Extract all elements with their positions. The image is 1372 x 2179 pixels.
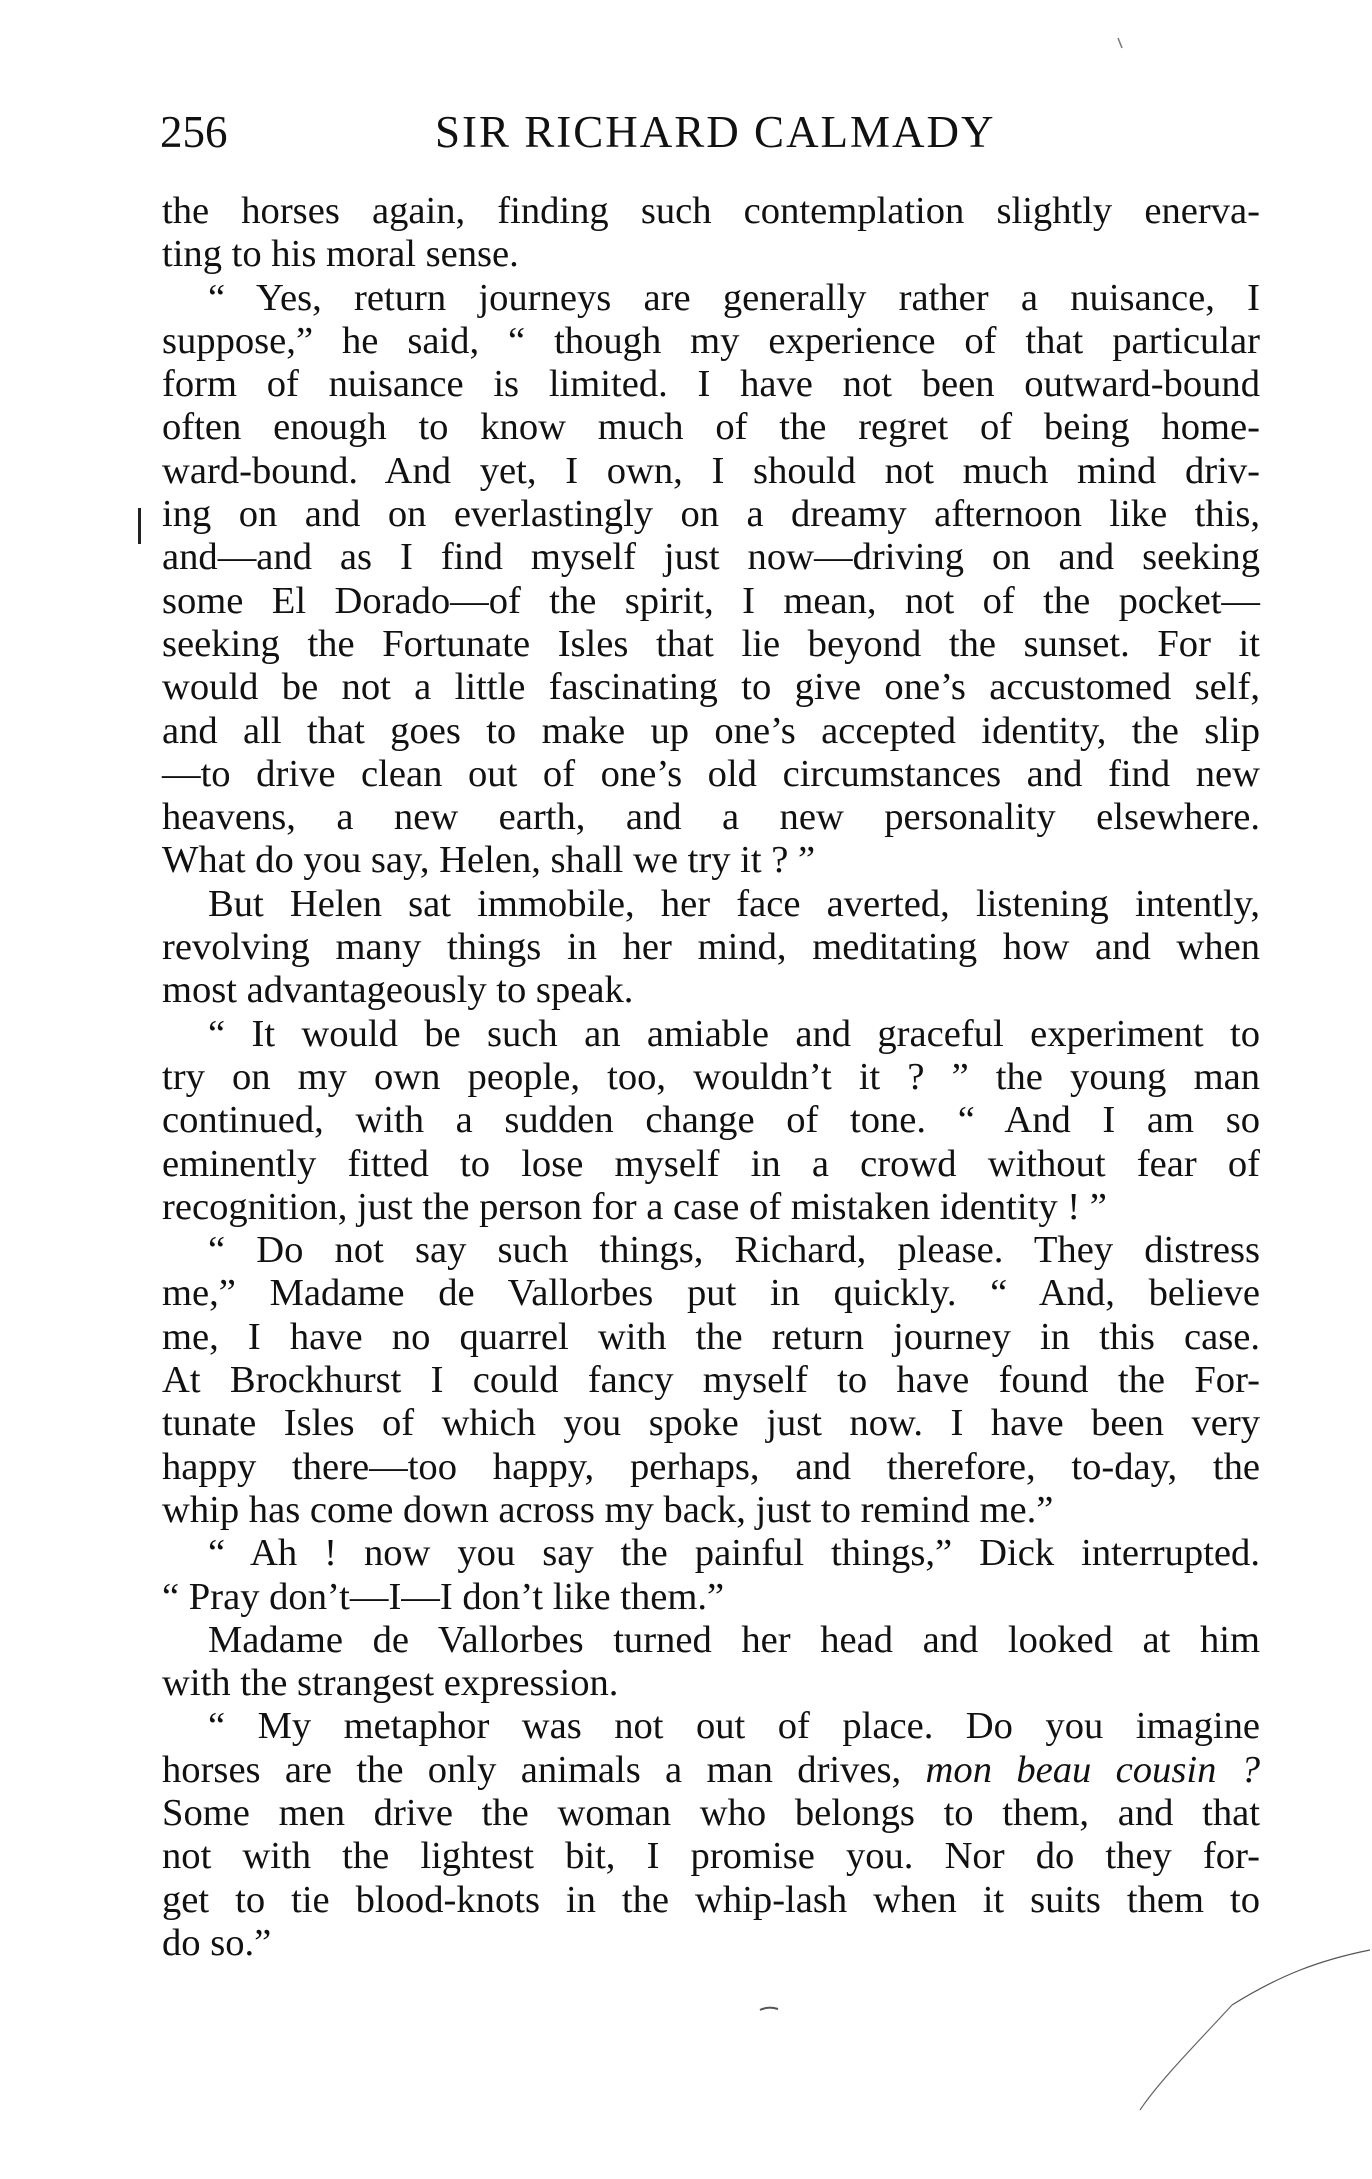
text-line: “ It would be such an amiable and graceful experiment to (208, 1012, 1260, 1055)
text-line: do so.” (162, 1921, 272, 1964)
text-line: revolving many things in her mind, meditating how and when (162, 926, 1260, 969)
text-line: But Helen sat immobile, her face averted, listening intently, (208, 882, 1260, 925)
text-line: “ Yes, return journeys are generally rather a nuisance, I (208, 276, 1260, 319)
text-line: me,” Madame de Vallorbes put in quickly. “ And, believe (162, 1272, 1260, 1315)
text-line: whip has come down across my back, just to remind me.” (162, 1488, 1054, 1531)
text-line: me, I have no quarrel with the return journey in this case. (162, 1315, 1260, 1358)
running-title: SIR RICHARD CALMADY (435, 107, 996, 157)
text-line: ing on and on everlastingly on a dreamy afternoon like this, (162, 493, 1260, 536)
text-line: seeking the Fortunate Isles that lie beyond the sunset. For it (162, 622, 1260, 665)
text-line: would be not a little fascinating to give one’s accustomed self, (162, 666, 1260, 709)
text-line: most advantageously to speak. (162, 969, 634, 1012)
text-line: try on my own people, too, wouldn’t it ? ” the young man (162, 1055, 1260, 1098)
italic-phrase: mon beau cousin ? (925, 1748, 1260, 1791)
text-line: “ Pray don’t—I—I don’t like them.” (162, 1575, 725, 1618)
running-head (160, 102, 1260, 162)
text-line: “ Ah ! now you say the painful things,” Dick interrupted. (208, 1532, 1260, 1575)
text-line: continued, with a sudden change of tone. “ And I am so (162, 1099, 1260, 1142)
text-line: and—and as I find myself just now—driving on and seeking (162, 536, 1260, 579)
text-line: get to tie blood-knots in the whip-lash when it suits them to (162, 1878, 1260, 1921)
page-number: 256 (160, 107, 228, 157)
text-line: suppose,” he said, “ though my experience of that particular (162, 319, 1260, 362)
text-line: eminently fitted to lose myself in a crowd without fear of (162, 1142, 1260, 1185)
margin-pencil-mark (138, 508, 141, 544)
text-line: tunate Isles of which you spoke just now. I have been very (162, 1402, 1260, 1445)
text-line: ting to his moral sense. (162, 233, 519, 276)
text-line: the horses again, finding such contemplation slightly enerva- (162, 190, 1260, 232)
text-line: some El Dorado—of the spirit, I mean, not of the pocket— (162, 579, 1260, 622)
text-line: form of nuisance is limited. I have not been outward-bound (162, 363, 1260, 406)
text-line: recognition, just the person for a case of mistaken identity ! ” (162, 1185, 1107, 1228)
text-line: “ My metaphor was not out of place. Do you imagine (208, 1705, 1260, 1748)
text-line: horses are the only animals a man drives, mon beau cousin ? (162, 1748, 1260, 1791)
text-line: “ Do not say such things, Richard, please. They distress (208, 1229, 1260, 1272)
text-line: Some men drive the woman who belongs to them, and that (162, 1791, 1260, 1834)
text-line: with the strangest expression. (162, 1662, 619, 1705)
text-line: and all that goes to make up one’s accepted identity, the slip (162, 709, 1260, 752)
text-line: often enough to know much of the regret of being home- (162, 406, 1260, 449)
text-line: happy there—too happy, perhaps, and therefore, to-day, the (162, 1445, 1260, 1488)
body-text (162, 190, 1260, 1965)
text-line: At Brockhurst I could fancy myself to have found the For- (162, 1359, 1260, 1402)
text-line: ward-bound. And yet, I own, I should not much mind driv- (162, 449, 1260, 492)
text-line: Madame de Vallorbes turned her head and looked at him (208, 1618, 1260, 1661)
text-line: not with the lightest bit, I promise you. Nor do they for- (162, 1835, 1260, 1878)
text-line: What do you say, Helen, shall we try it ? ” (162, 839, 816, 882)
text-line: heavens, a new earth, and a new personality elsewhere. (162, 796, 1260, 839)
text-line: —to drive clean out of one’s old circumstances and find new (162, 752, 1260, 795)
